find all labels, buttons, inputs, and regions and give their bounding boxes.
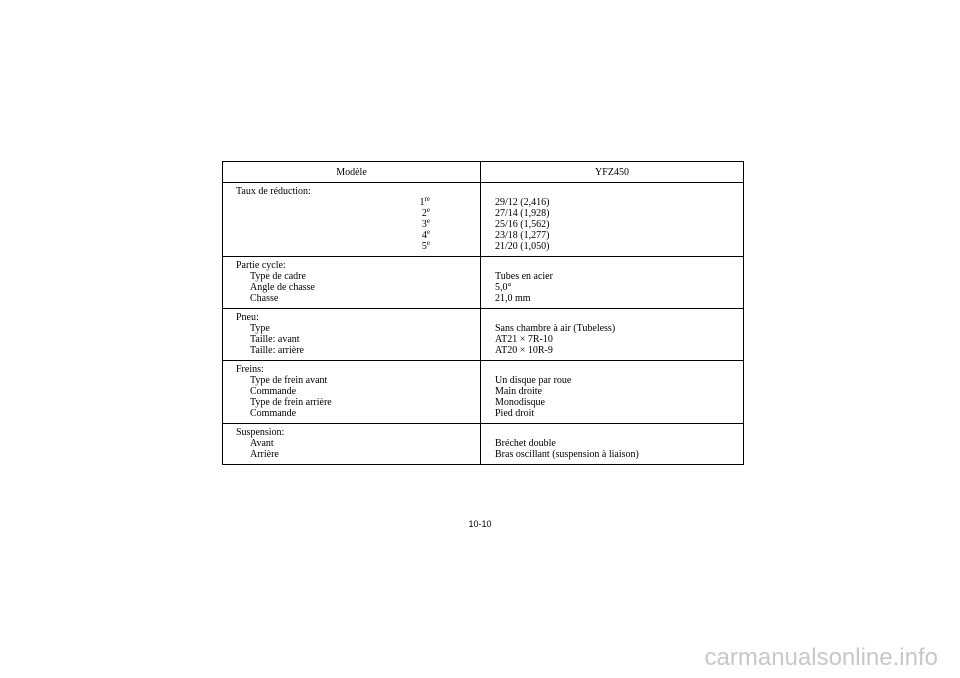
gear-ordinal-suffix: e	[426, 206, 430, 214]
header-model-label: Modèle	[223, 162, 481, 183]
section-title: Freins:	[236, 364, 264, 375]
gear-label	[236, 208, 480, 219]
spec-section-labels	[223, 257, 481, 309]
gear-number: 4	[421, 230, 427, 241]
gear-label	[236, 230, 480, 241]
spec-section-labels	[223, 309, 481, 361]
spacer-line	[495, 260, 743, 271]
section-title: Pneu:	[236, 312, 259, 323]
spec-label: Angle de chasse	[250, 282, 315, 293]
spec-label: Taille: arrière	[250, 345, 304, 356]
gear-label	[236, 241, 480, 252]
spec-section-values	[481, 309, 744, 361]
page-number: 10-10	[468, 519, 492, 529]
spec-section-labels	[223, 183, 481, 257]
gear-ordinal-suffix: e	[426, 217, 430, 225]
spec-value: 21/20 (1,050)	[495, 241, 550, 252]
spec-value: Sans chambre à air (Tubeless)	[495, 323, 616, 334]
spec-section-row	[223, 183, 744, 257]
spec-value: 5,0°	[495, 282, 512, 293]
spec-label: Avant	[250, 438, 274, 449]
spec-value: 23/18 (1,277)	[495, 230, 550, 241]
table-header-row	[223, 162, 744, 183]
spec-value: Tubes en acier	[495, 271, 553, 282]
spacer-line	[495, 427, 743, 438]
spec-section-row	[223, 424, 744, 465]
gear-number: 5	[421, 241, 427, 252]
spec-value: AT20 × 10R-9	[495, 345, 553, 356]
spec-value: Monodisque	[495, 397, 545, 408]
spec-section-row	[223, 309, 744, 361]
spec-label: Commande	[250, 386, 297, 397]
spacer-line	[495, 186, 743, 197]
spec-value: Pied droit	[495, 408, 535, 419]
spec-section-labels	[223, 424, 481, 465]
spec-value: 21,0 mm	[495, 293, 531, 304]
spec-label: Taille: avant	[250, 334, 300, 345]
spec-table	[222, 161, 744, 465]
spec-value: 29/12 (2,416)	[495, 197, 550, 208]
gear-ordinal-suffix: re	[424, 195, 430, 203]
watermark-logo: carmanualsonline.info	[704, 644, 938, 671]
spacer-line	[495, 312, 743, 323]
gear-number: 2	[421, 208, 427, 219]
spec-label: Chasse	[250, 293, 279, 304]
spec-value: Un disque par roue	[495, 375, 572, 386]
spec-value: AT21 × 7R-10	[495, 334, 553, 345]
spec-value: Bras oscillant (suspension à liaison)	[495, 449, 639, 460]
header-model-value: YFZ450	[481, 162, 744, 183]
gear-number: 1	[419, 197, 425, 208]
spec-section-values	[481, 424, 744, 465]
spec-label: Arrière	[250, 449, 279, 460]
spec-section-values	[481, 361, 744, 424]
spec-section-values	[481, 257, 744, 309]
gear-ordinal-suffix: e	[426, 228, 430, 236]
spec-value: Main droite	[495, 386, 542, 397]
spec-section-values	[481, 183, 744, 257]
gear-number: 3	[421, 219, 427, 230]
spec-section-row	[223, 257, 744, 309]
spec-label: Type	[250, 323, 270, 334]
spec-label: Type de cadre	[250, 271, 306, 282]
spec-label: Commande	[250, 408, 297, 419]
spec-value: 27/14 (1,928)	[495, 208, 550, 219]
section-title: Partie cycle:	[236, 260, 286, 271]
section-title: Taux de réduction:	[236, 186, 311, 197]
gear-label	[236, 197, 480, 208]
section-title: Suspension:	[236, 427, 285, 438]
spec-value: 25/16 (1,562)	[495, 219, 550, 230]
gear-label	[236, 219, 480, 230]
spec-section-row	[223, 361, 744, 424]
gear-ordinal-suffix: e	[426, 239, 430, 247]
spec-section-labels	[223, 361, 481, 424]
spec-label: Type de frein avant	[250, 375, 328, 386]
spec-value: Bréchet double	[495, 438, 556, 449]
spacer-line	[495, 364, 743, 375]
spec-label: Type de frein arrière	[250, 397, 332, 408]
